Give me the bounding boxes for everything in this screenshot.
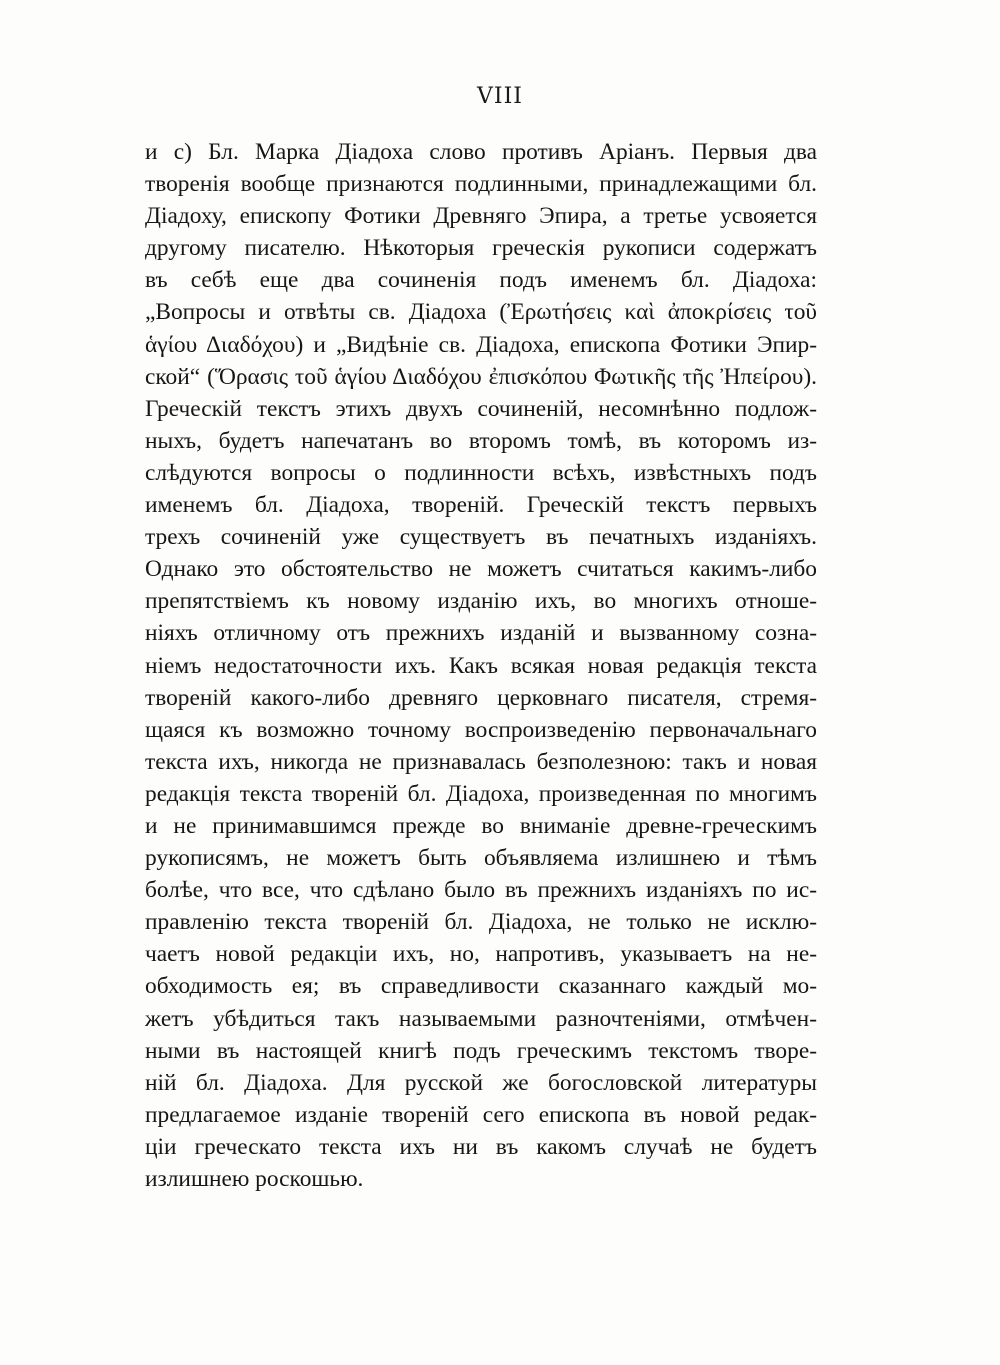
text-line: творенія вообще признаются подлинными, принадлежащими бл. xyxy=(145,171,817,198)
text-line: ціи греческато текста ихъ ни въ какомъ случаѣ не будетъ xyxy=(145,1133,817,1160)
text-line: щаяся къ возможно точному воспроизведенію первоначальнаго xyxy=(145,716,817,743)
body-text xyxy=(145,136,817,1195)
text-line: въ себѣ еще два сочиненія подъ именемъ бл. Діадоха: xyxy=(145,267,817,294)
text-line: ніемъ недостаточности ихъ. Какъ всякая новая редакція текста xyxy=(145,652,817,679)
text-line: твореній какого-либо древняго церковнаго писателя, стремя- xyxy=(145,684,817,711)
text-line: жетъ убѣдиться такъ называемыми разночтеніями, отмѣчен- xyxy=(145,1005,817,1032)
text-line: Однако это обстоятельство не можетъ считаться какимъ-либо xyxy=(145,556,817,583)
text-line: правленію текста твореній бл. Діадоха, не только не исклю- xyxy=(145,909,817,936)
text-line: именемъ бл. Діадоха, твореній. Греческій текстъ первыхъ xyxy=(145,492,817,519)
text-line: текста ихъ, никогда не признавалась безполезною: такъ и новая xyxy=(145,748,817,775)
text-line: „Вопросы и отвѣты св. Діадоха (Ἐρωτήσεις καὶ ἀποκρίσεις τοῦ xyxy=(145,299,817,326)
text-line: излишнею роскошью. xyxy=(145,1166,364,1192)
text-line: слѣдуются вопросы о подлинности всѣхъ, извѣстныхъ подъ xyxy=(145,459,817,486)
text-line: и не принимавшимся прежде во вниманіе древне-греческимъ xyxy=(145,812,817,839)
text-line: другому писателю. Нѣкоторыя греческія рукописи содержатъ xyxy=(145,235,817,262)
text-line: ніяхъ отличному отъ прежнихъ изданій и вызванному сознa- xyxy=(145,620,817,647)
text-line: рукописямъ, не можетъ быть объявляема излишнею и тѣмъ xyxy=(145,845,817,872)
text-line: ἁγίου Διαδόχου) и „Видѣніе св. Діадоха, епископа Фотики Эпир- xyxy=(145,331,817,358)
text-line: ныхъ, будетъ напечатанъ во второмъ томѣ, въ которомъ из- xyxy=(145,427,817,454)
text-line: обходимость ея; въ справедливости сказаннаго каждый мо- xyxy=(145,973,817,1000)
page-number: VIII xyxy=(477,84,523,109)
text-line: препятствіемъ къ новому изданію ихъ, во многихъ отноше- xyxy=(145,588,817,615)
text-line: ній бл. Діадоха. Для русской же богословской литературы xyxy=(145,1069,817,1096)
text-line: ными въ настоящей книгѣ подъ греческимъ текстомъ творе- xyxy=(145,1037,817,1064)
text-line: и с) Бл. Марка Діадоха слово противъ Аріанъ. Первыя два xyxy=(145,139,817,165)
text-line: предлагаемое изданіе твореній сего епископа въ новой редак- xyxy=(145,1101,817,1128)
text-line: болѣе, что все, что сдѣлано было въ прежнихъ изданіяхъ по ис- xyxy=(145,877,817,904)
text-line: чаетъ новой редакціи ихъ, но, напротивъ, указываетъ на не- xyxy=(145,941,817,968)
text-line: редакція текста твореній бл. Діадоха, произведенная по многимъ xyxy=(145,780,817,807)
text-line: трехъ сочиненій уже существуетъ въ печатныхъ изданіяхъ. xyxy=(145,524,817,551)
text-line: Діадоху, епископу Фотики Древняго Эпира, а третье усвояется xyxy=(145,203,817,230)
text-line: Греческій текстъ этихъ двухъ сочиненій, несомнѣнно подлож- xyxy=(145,395,817,422)
text-line: ской“ (Ὅρασις τοῦ ἁγίου Διαδόχου ἐπισκόπου Φωτικῆς τῆς Ἠπείρου). xyxy=(145,363,817,390)
